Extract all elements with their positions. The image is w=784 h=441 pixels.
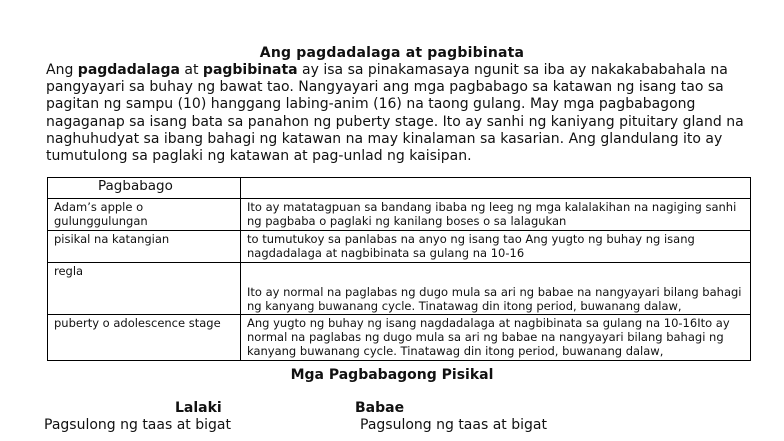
table-row	[48, 263, 751, 315]
table-cell-definition: Ang yugto ng buhay ng isang nagdadalaga at nagbibinata sa gulang na 10-16Ito ay normal na paglabas ng dugo mula sa ari ng babae na nangyayari bilang bahagi ng kanyang buwanang cycle. Tinatawag din itong period, buwanang dalaw,	[241, 315, 751, 361]
column-head-lalaki: Lalaki	[175, 400, 222, 416]
intro-term-pagdadalaga: pagdadalaga	[77, 62, 180, 78]
intro-mid: at	[179, 62, 203, 78]
table-cell-term: regla	[48, 263, 241, 315]
changes-table	[47, 177, 751, 361]
intro-prefix: Ang	[46, 62, 78, 78]
table-cell-term: Adam’s apple o gulunggulungan	[48, 199, 241, 231]
table-cell-definition: Ito ay matatagpuan sa bandang ibaba ng leeg ng mga kalalakihan na nagiging sanhi ng pagbaba o paglaki ng kanilang boses o sa lalagukan	[241, 199, 751, 231]
column-head-babae: Babae	[355, 400, 405, 416]
table-row	[48, 199, 751, 231]
table-cell-definition: to tumutukoy sa panlabas na anyo ng isang tao Ang yugto ng buhay ng isang nagdadalaga at nagbibinata sa gulang na 10-16	[241, 231, 751, 263]
table-cell-definition: Ito ay normal na paglabas ng dugo mula sa ari ng babae na nangyayari bilang bahagi ng kanyang buwanang cycle. Tinatawag din itong period, buwanang dalaw,	[241, 263, 751, 315]
table-cell-term: pisikal na katangian	[48, 231, 241, 263]
column-text-lalaki: Pagsulong ng taas at bigat	[44, 417, 231, 433]
intro-paragraph	[46, 62, 746, 165]
document-title: Ang pagdadalaga at pagbibinata	[259, 45, 525, 61]
intro-term-pagbibinata: pagbibinata	[202, 62, 298, 78]
table-header-pagbabago: Pagbabago	[48, 178, 241, 199]
section-subtitle: Mga Pagbabagong Pisikal	[290, 367, 494, 383]
table-row	[48, 315, 751, 361]
intro-rest: ay isa sa pinakamasaya ngunit sa iba ay nakakababahala na pangyayari sa buhay ng bawat tao. Nangyayari ang mga pagbabago sa katawan ng isang tao sa pagitan ng sampu (10) hanggang labing-anim (16) na taong gulang. May mga pagbabagong nagaganap sa isang bata sa panahon ng puberty stage. Ito ay sanhi ng kaniyang pituitary gland na naghuhudyat sa ibang bahagi ng katawan na may kinalaman sa kasarian. Ang glandulang ito ay tumutulong sa paglaki ng katawan at pag-unlad ng kaisipan.	[46, 62, 744, 165]
table-row	[48, 231, 751, 263]
table-cell-term: puberty o adolescence stage	[48, 315, 241, 361]
column-text-babae: Pagsulong ng taas at bigat	[360, 417, 547, 433]
table-header-row	[48, 178, 751, 199]
table-header-empty	[241, 178, 751, 199]
